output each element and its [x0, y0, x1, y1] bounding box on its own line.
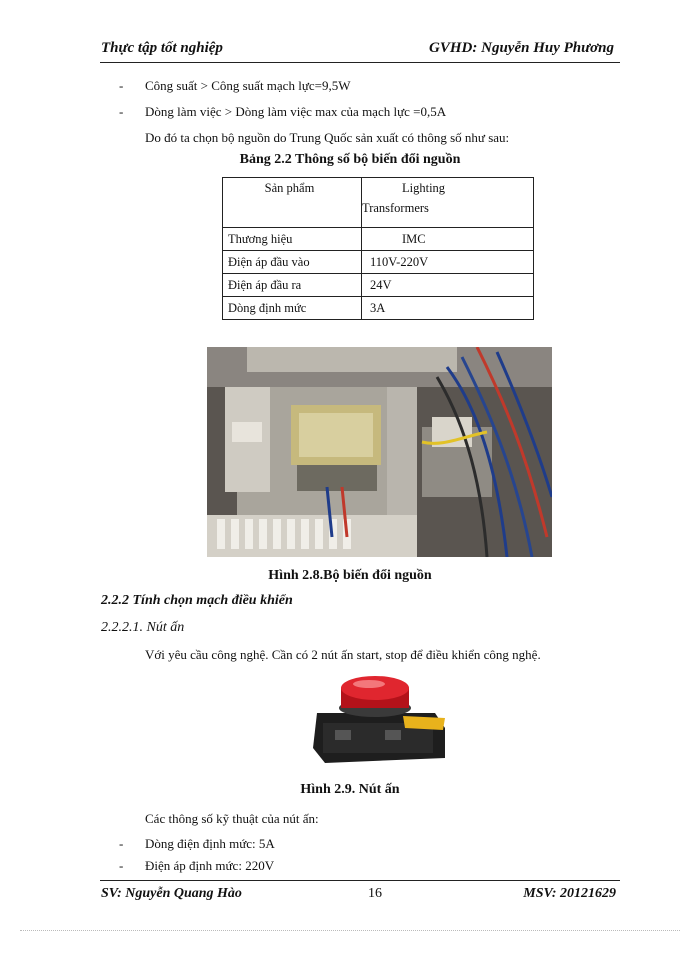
- table-row: [223, 178, 534, 228]
- table-cell-value: 24V: [362, 274, 534, 297]
- footer-rule: [100, 880, 620, 881]
- figure2-caption: Hình 2.9. Nút ấn: [300, 782, 400, 797]
- table-cell-value: 3A: [362, 297, 534, 320]
- header-left: Thực tập tốt nghiệp: [101, 40, 223, 56]
- table-cell-label: Sản phẩm: [223, 178, 362, 228]
- header-right: GVHD: Nguyễn Huy Phương: [429, 40, 614, 56]
- table-cell-label: Dòng định mức: [223, 297, 362, 320]
- power-supply-photo: [207, 347, 552, 557]
- table-row: [223, 228, 534, 251]
- bullet-dash: -: [119, 78, 124, 93]
- table-row: [223, 251, 534, 274]
- table-row: [223, 297, 534, 320]
- bullet-dash: -: [119, 836, 124, 851]
- table-cell-value: IMC: [362, 228, 534, 251]
- bullet-power: Công suất > Công suất mạch lực=9,5W: [145, 78, 351, 93]
- bullet-rated-current: Dòng điện định mức: 5A: [145, 836, 275, 851]
- table-cell-label: Điện áp đầu ra: [223, 274, 362, 297]
- table-title: Bảng 2.2 Thông số bộ biến đổi nguồn: [239, 152, 461, 167]
- page-number: 16: [368, 886, 382, 901]
- button-paragraph: Với yêu cầu công nghệ. Cần có 2 nút ấn start, stop để điều khiển công nghệ.: [145, 647, 541, 662]
- bullet-dash: -: [119, 858, 124, 873]
- subsection-heading: 2.2.2.1. Nút ấn: [101, 620, 185, 635]
- table-cell-value: [362, 178, 534, 228]
- footer-student: SV: Nguyễn Quang Hào: [101, 886, 242, 901]
- header-rule: [100, 62, 620, 63]
- figure1-caption: Hình 2.8.Bộ biến đổi nguồn: [268, 568, 432, 583]
- footer-student-id: MSV: 20121629: [523, 886, 616, 901]
- bullet-current: Dòng làm việc > Dòng làm việc max của mạch lực =0,5A: [145, 104, 447, 119]
- push-button-photo: [295, 668, 450, 773]
- table-value-line1: Lighting: [402, 181, 446, 195]
- specs-intro: Các thông số kỹ thuật của nút ấn:: [145, 811, 319, 826]
- bullet-rated-voltage: Điện áp định mức: 220V: [145, 858, 275, 873]
- intro-paragraph: Do đó ta chọn bộ nguồn do Trung Quốc sản xuất có thông số như sau:: [145, 130, 510, 145]
- bullet-dash: -: [119, 104, 124, 119]
- table-cell-label: Điện áp đầu vào: [223, 251, 362, 274]
- table-value-line2: Transformers: [362, 201, 429, 215]
- section-heading: 2.2.2 Tính chọn mạch điều khiển: [101, 593, 293, 608]
- spec-table: [222, 177, 534, 320]
- table-cell-value: 110V-220V: [362, 251, 534, 274]
- table-row: [223, 274, 534, 297]
- page-bottom-dots: [20, 930, 680, 931]
- table-cell-label: Thương hiệu: [223, 228, 362, 251]
